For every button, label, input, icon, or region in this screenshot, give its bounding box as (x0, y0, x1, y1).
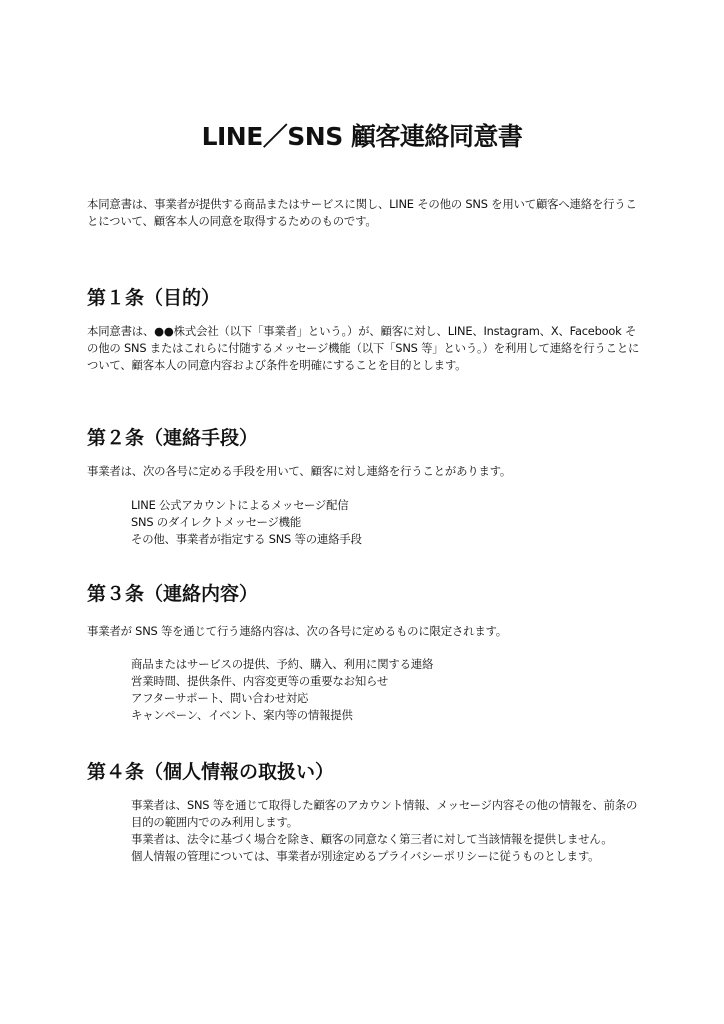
article-4-heading: 第４条（個人情報の取扱い） (87, 761, 335, 783)
article-2-heading: 第２条（連絡手段） (87, 427, 259, 449)
list-item: 営業時間、提供条件、内容変更等の重要なお知らせ (131, 674, 389, 688)
document-title: LINE／SNS 顧客連絡同意書 (201, 122, 523, 151)
list-item: アフターサポート、問い合わせ対応 (131, 691, 309, 705)
article-3-heading: 第３条（連絡内容） (87, 583, 259, 605)
article-3-body: 事業者が SNS 等を通じて行う連絡内容は、次の各号に定めるものに限定されます。 (87, 624, 507, 638)
article-4-list (131, 797, 639, 865)
article-1-body: 本同意書は、●●株式会社（以下「事業者」という。）が、顧客に対し、LINE、Instagram、X、Facebook その他の SNS またはこれらに付随するメッセージ機能（以下「SNS 等」という。）を利用して連絡を行うことについて、顧客本人の同意内容および条件を明確にすることを目的とします。 (87, 324, 640, 372)
article-2-list (131, 497, 651, 548)
article-3-list (131, 656, 651, 724)
article-2-body: 事業者は、次の各号に定める手段を用いて、顧客に対し連絡を行うことがあります。 (87, 464, 512, 478)
list-item: 個人情報の管理については、事業者が別途定めるプライバシーポリシーに従うものとします。 (131, 849, 600, 863)
list-item: LINE 公式アカウントによるメッセージ配信 (131, 498, 349, 512)
list-item: 事業者は、法令に基づく場合を除き、顧客の同意なく第三者に対して当該情報を提供しません。 (131, 832, 613, 846)
list-item: SNS のダイレクトメッセージ機能 (131, 515, 302, 529)
list-item: その他、事業者が指定する SNS 等の連絡手段 (131, 532, 362, 546)
list-item: キャンペーン、イベント、案内等の情報提供 (131, 708, 353, 722)
intro-paragraph: 本同意書は、事業者が提供する商品またはサービスに関し、LINE その他の SNS を用いて顧客へ連絡を行うことについて、顧客本人の同意を取得するためのものです。 (87, 197, 637, 228)
list-item: 事業者は、SNS 等を通じて取得した顧客のアカウント情報、メッセージ内容その他の情報を、前条の目的の範囲内でのみ利用します。 (131, 798, 638, 829)
article-1-heading: 第１条（目的） (87, 287, 221, 309)
list-item: 商品またはサービスの提供、予約、購入、利用に関する連絡 (131, 657, 434, 671)
